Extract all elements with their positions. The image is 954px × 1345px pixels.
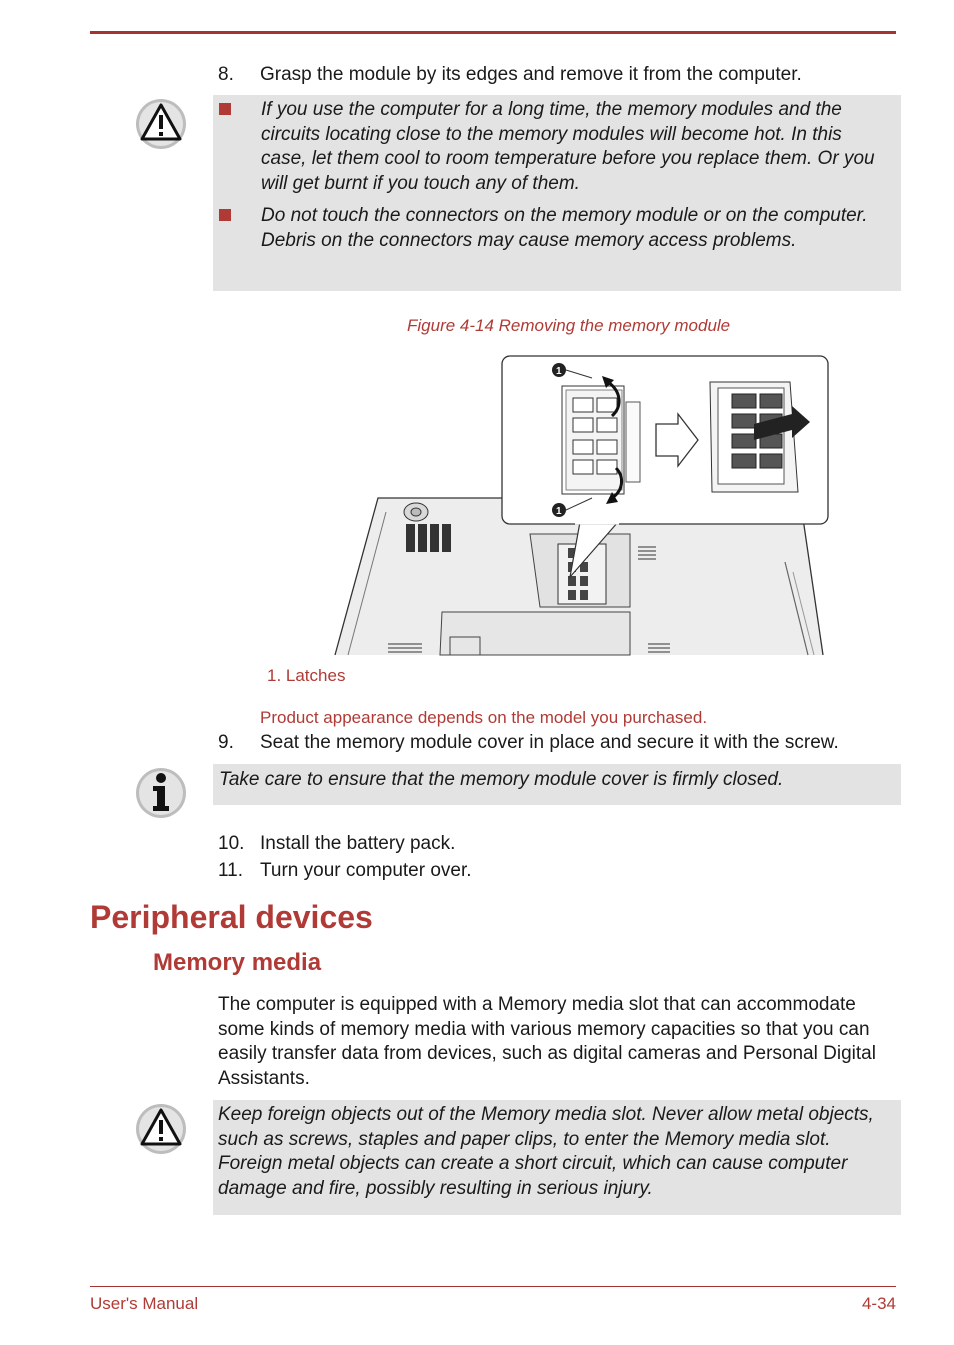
step-number: 9. bbox=[218, 732, 234, 753]
caution-text: If you use the computer for a long time, the memory modules and the circuits locating close to the memory modules will become hot. In this case, let them cool to room temperature before you replace them. Or you will get burnt if you touch any of them. bbox=[261, 99, 875, 194]
note-box bbox=[213, 764, 901, 805]
step-number: 11. bbox=[218, 860, 244, 881]
caution-box bbox=[213, 1100, 901, 1215]
step-11 bbox=[218, 859, 472, 883]
caution-box bbox=[213, 95, 901, 291]
step-10 bbox=[218, 832, 455, 856]
latch-marker-1: 1 bbox=[556, 366, 562, 377]
info-icon bbox=[134, 766, 188, 820]
step-text: Grasp the module by its edges and remove it from the computer. bbox=[260, 64, 802, 85]
note-text: Take care to ensure that the memory module cover is firmly closed. bbox=[219, 769, 784, 790]
warning-triangle-icon bbox=[134, 1102, 188, 1156]
step-9 bbox=[218, 731, 839, 755]
appearance-note: Product appearance depends on the model you purchased. bbox=[260, 708, 708, 727]
footer-rule bbox=[90, 1286, 896, 1287]
step-text: Seat the memory module cover in place and secure it with the screw. bbox=[260, 732, 839, 753]
memory-media-paragraph: The computer is equipped with a Memory media slot that can accommodate some kinds of memory media with various memory capacities so that you can easily transfer data from devices, such as digital cameras and Personal Digital Assistants. bbox=[218, 994, 876, 1089]
subsection-heading: Memory media bbox=[153, 949, 322, 976]
latch-marker-2: 1 bbox=[556, 506, 562, 517]
step-text: Install the battery pack. bbox=[260, 833, 456, 854]
bullet-marker bbox=[219, 103, 231, 115]
step-text: Turn your computer over. bbox=[260, 860, 472, 881]
figure-caption: Figure 4-14 Removing the memory module bbox=[407, 316, 731, 335]
warning-triangle-icon bbox=[134, 97, 188, 151]
figure-legend: 1. Latches bbox=[267, 666, 346, 685]
step-number: 8. bbox=[218, 64, 234, 85]
caution-text: Keep foreign objects out of the Memory media slot. Never allow metal objects, such as screws, staples and paper clips, to enter the Memory media slot. Foreign metal objects can create a short circuit, which can cause computer damage and fire, possibly resulting in serious injury. bbox=[218, 1104, 874, 1199]
step-number: 10. bbox=[218, 833, 245, 854]
footer-title: User's Manual bbox=[90, 1294, 199, 1313]
header-rule bbox=[90, 31, 896, 34]
step-8 bbox=[218, 63, 802, 87]
page-number: 4-34 bbox=[861, 1294, 896, 1313]
caution-text: Do not touch the connectors on the memory module or on the computer. Debris on the connectors may cause memory access problems. bbox=[261, 205, 868, 251]
section-heading: Peripheral devices bbox=[90, 899, 373, 935]
bullet-marker bbox=[219, 209, 231, 221]
memory-module-illustration bbox=[330, 352, 835, 657]
